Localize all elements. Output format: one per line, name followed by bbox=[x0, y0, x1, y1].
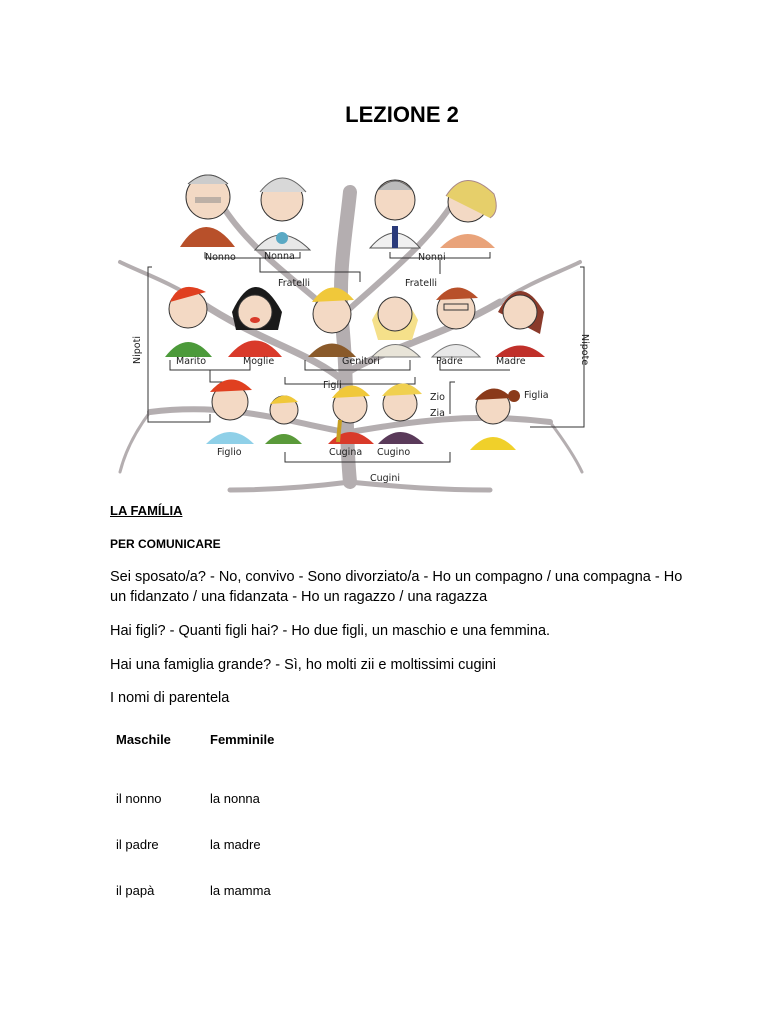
portrait-cugina bbox=[328, 385, 374, 444]
label-nonni: Nonni bbox=[418, 252, 446, 263]
kinship-table bbox=[116, 729, 416, 929]
label-cugino: Cugino bbox=[377, 447, 411, 458]
label-figli: Figli bbox=[323, 380, 342, 391]
table-header-row bbox=[116, 729, 416, 749]
table-row bbox=[116, 791, 416, 837]
cell-femminile: la mamma bbox=[210, 883, 271, 898]
label-fratelli-left: Fratelli bbox=[278, 278, 310, 289]
family-tree-svg bbox=[110, 152, 588, 492]
label-zio: Zio bbox=[430, 392, 445, 403]
label-fratelli-right: Fratelli bbox=[405, 278, 437, 289]
portrait-marito bbox=[165, 287, 212, 357]
portrait-nonno-2 bbox=[370, 180, 420, 248]
cell-femminile: la madre bbox=[210, 837, 261, 852]
section-subheading: PER COMUNICARE bbox=[110, 537, 221, 551]
paragraph-kinship-names: I nomi di parentela bbox=[110, 690, 230, 706]
paragraph-big-family: Hai una famiglia grande? - Sì, ho molti zii e moltissimi cugini bbox=[110, 657, 497, 673]
cell-maschile: il nonno bbox=[116, 791, 162, 806]
portrait-padre bbox=[432, 287, 480, 357]
portrait-moglie bbox=[228, 287, 282, 357]
label-genitori: Genitori bbox=[342, 356, 380, 367]
section-heading: LA FAMÍLIA bbox=[110, 503, 183, 518]
portrait-cugino bbox=[378, 383, 424, 444]
label-figlio: Figlio bbox=[217, 447, 242, 458]
header-femminile: Femminile bbox=[210, 731, 275, 747]
label-nonno: Nonno bbox=[205, 252, 236, 263]
label-nipoti: Nipoti bbox=[132, 336, 143, 364]
label-moglie: Moglie bbox=[243, 356, 275, 367]
table-row bbox=[116, 837, 416, 883]
portrait-nonna bbox=[255, 178, 310, 250]
page-title: LEZIONE 2 bbox=[345, 102, 459, 127]
header-maschile: Maschile bbox=[116, 731, 171, 747]
cell-femminile: la nonna bbox=[210, 791, 260, 806]
cell-maschile: il padre bbox=[116, 837, 159, 852]
label-cugina: Cugina bbox=[329, 447, 363, 458]
paragraph-children: Hai figli? - Quanti figli hai? - Ho due figli, un maschio e una femmina. bbox=[110, 623, 551, 639]
label-cugini: Cugini bbox=[370, 473, 400, 484]
label-madre: Madre bbox=[496, 356, 526, 367]
label-nonna: Nonna bbox=[264, 251, 295, 262]
label-zia: Zia bbox=[430, 408, 445, 419]
family-tree-illustration bbox=[110, 152, 588, 492]
label-nipote: Nipote bbox=[579, 334, 590, 366]
table-spacer-row bbox=[116, 749, 416, 791]
cell-maschile: il papà bbox=[116, 883, 155, 898]
label-padre: Padre bbox=[436, 356, 463, 367]
portrait-genitore-madre bbox=[372, 297, 420, 357]
label-figlia: Figlia bbox=[524, 390, 549, 401]
label-marito: Marito bbox=[176, 356, 207, 367]
paragraph-relationship-status: Sei sposato/a? - No, convivo - Sono divorziato/a - Ho un compagno / una compagna - Ho un fidanzato / una fidanzata - Ho un ragazzo / una ragazza bbox=[110, 569, 683, 605]
table-row bbox=[116, 883, 416, 929]
